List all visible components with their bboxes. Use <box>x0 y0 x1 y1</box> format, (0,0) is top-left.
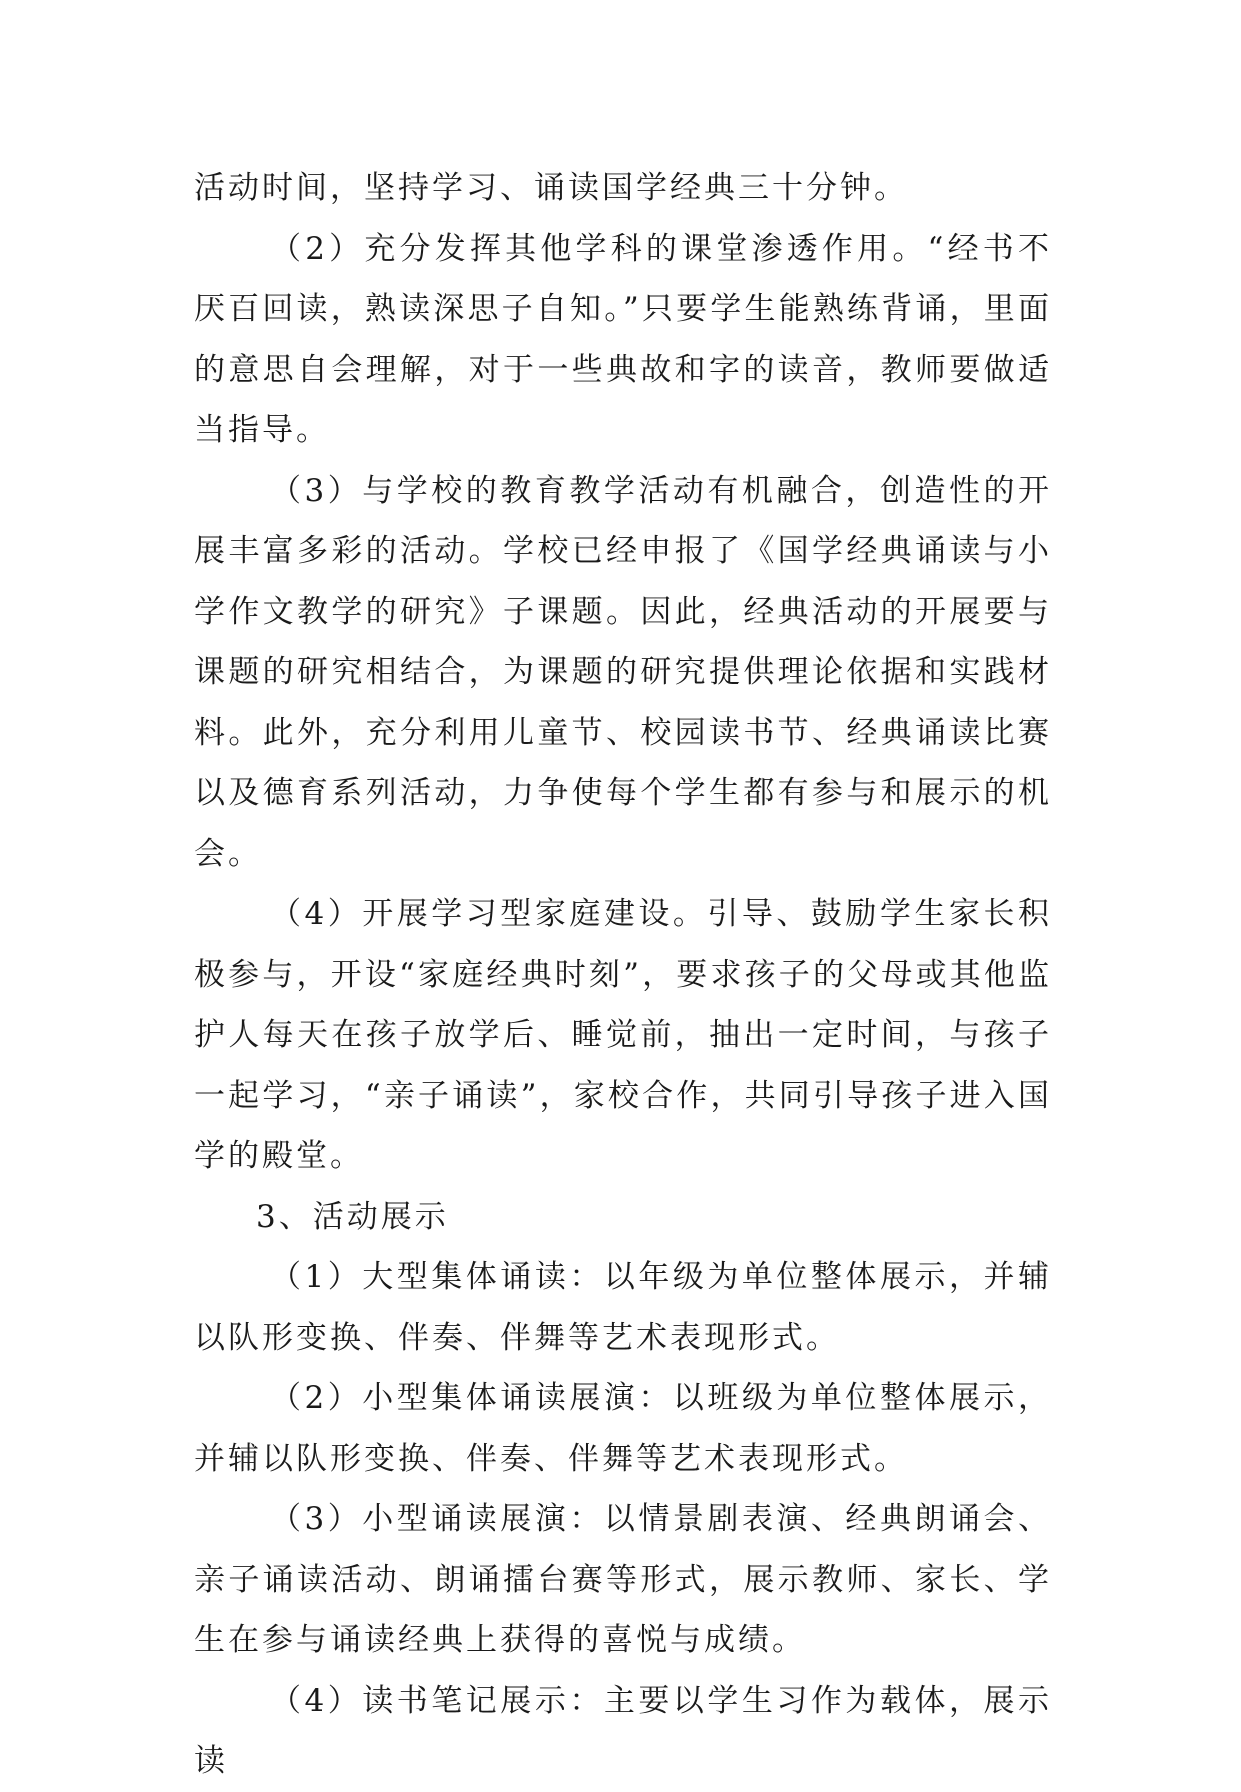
paragraph-display-1-large-group: （1）大型集体诵读：以年级为单位整体展示，并辅以队形变换、伴奏、伴舞等艺术表现形式。 <box>194 1259 1052 1356</box>
paragraph-display-3-small-recital: （3）小型诵读展演：以情景剧表演、经典朗诵会、亲子诵读活动、朗诵擂台赛等形式，展示教师、家长、学生在参与诵读经典上获得的喜悦与成绩。 <box>194 1501 1052 1658</box>
paragraph-item-4-family-reading: （4）开展学习型家庭建设。引导、鼓励学生家长积极参与，开设“家庭经典时刻”，要求孩子的父母或其他监护人每天在孩子放学后、睡觉前，抽出一定时间，与孩子一起学习，“亲子诵读”，家校合作，共同引导孩子进入国学的殿堂。 <box>194 896 1052 1174</box>
document-body <box>194 158 1052 1792</box>
section-heading-activity-display: 3、活动展示 <box>256 1198 449 1235</box>
paragraph-item-3-school-activities: （3）与学校的教育教学活动有机融合，创造性的开展丰富多彩的活动。学校已经申报了《国学经典诵读与小学作文教学的研究》子课题。因此，经典活动的开展要与课题的研究相结合，为课题的研究提供理论依据和实践材料。此外，充分利用儿童节、校园读书节、经典诵读比赛以及德育系列活动，力争使每个学生都有参与和展示的机会。 <box>194 472 1052 872</box>
paragraph-continuation: 活动时间，坚持学习、诵读国学经典三十分钟。 <box>194 170 908 206</box>
paragraph-item-2-subject-integration: （2）充分发挥其他学科的课堂渗透作用。“经书不厌百回读，熟读深思子自知。”只要学生能熟练背诵，里面的意思自会理解，对于一些典故和字的读音，教师要做适当指导。 <box>194 230 1052 448</box>
paragraph-display-2-small-group: （2）小型集体诵读展演：以班级为单位整体展示，并辅以队形变换、伴奏、伴舞等艺术表现形式。 <box>194 1380 1052 1477</box>
paragraph-display-4-reading-notes: （4）读书笔记展示：主要以学生习作为载体，展示读 <box>194 1682 1052 1779</box>
